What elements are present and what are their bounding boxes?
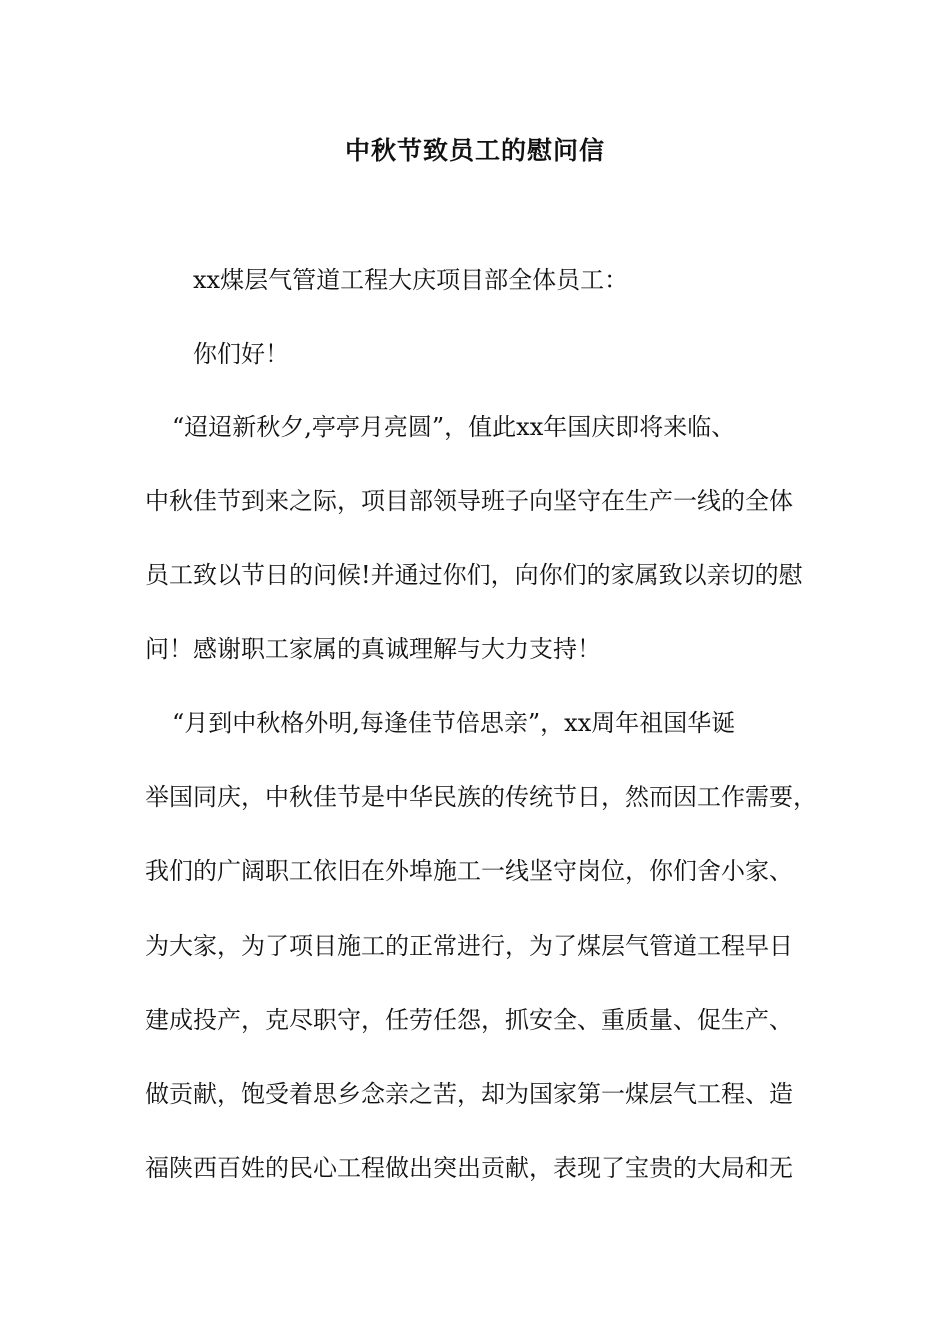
salutation: xx煤层气管道工程大庆项目部全体员工： bbox=[193, 266, 629, 294]
greeting: 你们好！ bbox=[193, 340, 289, 368]
body-line: 举国同庆，中秋佳节是中华民族的传统节日，然而因工作需要， bbox=[145, 783, 817, 811]
letter-title: 中秋节致员工的慰问信 bbox=[344, 136, 605, 165]
body-line: 为大家，为了项目施工的正常进行，为了煤层气管道工程早日 bbox=[145, 932, 793, 960]
body-line: 问！感谢职工家属的真诚理解与大力支持！ bbox=[145, 635, 601, 663]
body-line: “月到中秋格外明,每逢佳节倍思亲”，xx周年祖国华诞 bbox=[172, 709, 736, 737]
body-line: 中秋佳节到来之际，项目部领导班子向坚守在生产一线的全体 bbox=[145, 487, 793, 515]
body-line: 做贡献，饱受着思乡念亲之苦，却为国家第一煤层气工程、造 bbox=[145, 1080, 793, 1108]
body-line: 我们的广阔职工依旧在外埠施工一线坚守岗位，你们舍小家、 bbox=[145, 857, 793, 885]
body-line: 福陕西百姓的民心工程做出突出贡献，表现了宝贵的大局和无 bbox=[145, 1154, 793, 1182]
body-line: “迢迢新秋夕,亭亭月亮圆”，值此xx年国庆即将来临、 bbox=[172, 413, 736, 441]
body-line: 员工致以节日的问候!并通过你们，向你们的家属致以亲切的慰 bbox=[145, 561, 803, 589]
body-line: 建成投产，克尽职守，任劳任怨，抓安全、重质量、促生产、 bbox=[145, 1006, 793, 1034]
